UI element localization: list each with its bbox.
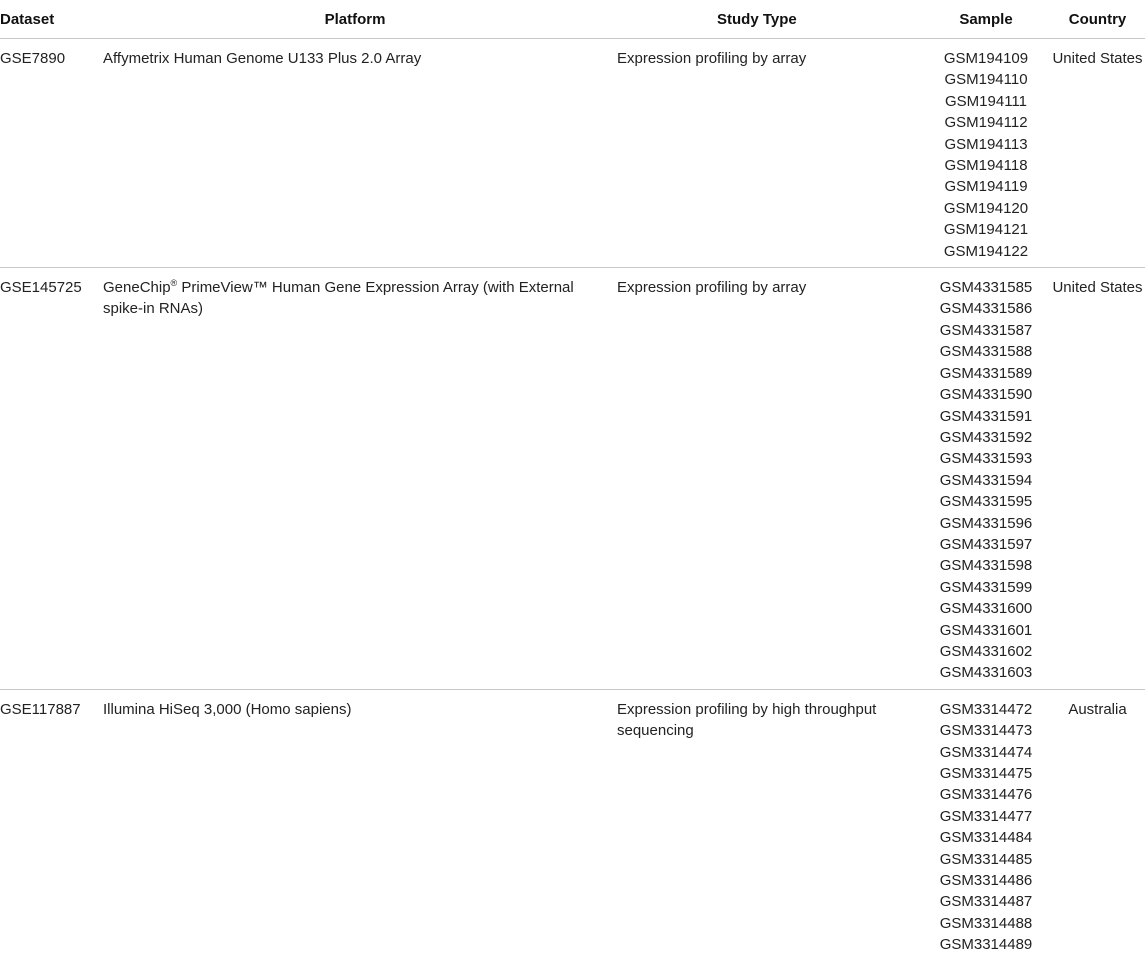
dataset-cell: GSE117887 <box>0 700 81 718</box>
header-dataset: Dataset <box>0 0 100 39</box>
sample-id: GSM3314485 <box>939 850 1033 868</box>
sample-id: GSM3314476 <box>939 786 1033 804</box>
header-row <box>0 0 1145 39</box>
dataset-cell: GSE145725 <box>0 268 100 690</box>
sample-id: GSM3314486 <box>939 872 1033 890</box>
sample-id: GSM4331597 <box>939 535 1033 553</box>
sample-id: GSM4331592 <box>939 428 1033 446</box>
sample-id: GSM194119 <box>944 178 1028 196</box>
sample-id: GSM4331586 <box>939 300 1033 318</box>
sample-id: GSM194120 <box>943 199 1029 217</box>
header-country: Country <box>1044 0 1145 39</box>
header-study-type: Study Type <box>610 0 928 39</box>
table-row <box>0 268 1145 690</box>
sample-id: GSM4331595 <box>939 493 1033 511</box>
sample-id: GSM4331596 <box>939 514 1033 532</box>
sample-id: GSM4331590 <box>939 386 1033 404</box>
country-cell: Australia <box>1068 700 1127 718</box>
sample-id: GSM194113 <box>944 135 1028 153</box>
study-type-cell: Expression profiling by array <box>610 39 928 268</box>
country-cell: United States <box>1044 39 1145 268</box>
sample-id: GSM3314472 <box>939 700 1033 718</box>
study-type-cell: Expression profiling by high throughput sequencing <box>617 700 877 740</box>
table-row <box>0 689 1145 960</box>
sample-id: GSM4331587 <box>939 321 1033 339</box>
sample-id: GSM194121 <box>943 221 1029 239</box>
sample-cell <box>928 268 1044 690</box>
sample-id: GSM4331588 <box>939 343 1033 361</box>
sample-id: GSM4331599 <box>939 578 1033 596</box>
platform-text: Affymetrix Human Genome U133 Plus 2.0 Array <box>103 50 422 67</box>
header-platform: Platform <box>100 0 610 39</box>
sample-id: GSM194109 <box>943 50 1029 67</box>
sample-id: GSM3314487 <box>939 893 1033 911</box>
sample-id: GSM194111 <box>945 92 1027 110</box>
platform-cell <box>100 39 610 268</box>
header-sample: Sample <box>928 0 1044 39</box>
dataset-cell: GSE7890 <box>0 39 100 268</box>
country-cell: United States <box>1044 268 1145 690</box>
sample-id: GSM194122 <box>943 242 1029 260</box>
sample-id: GSM3314484 <box>939 829 1033 847</box>
platform-text: Illumina HiSeq 3,000 (Homo sapiens) <box>103 700 352 718</box>
sample-id: GSM4331585 <box>939 279 1033 297</box>
sample-id: GSM194110 <box>944 71 1028 89</box>
sample-id: GSM194118 <box>944 157 1028 175</box>
sample-id: GSM194112 <box>944 114 1028 132</box>
sample-id: GSM4331603 <box>939 664 1033 682</box>
table-body <box>0 39 1145 961</box>
sample-id: GSM4331600 <box>939 600 1033 618</box>
table-header <box>0 0 1145 39</box>
table-row <box>0 39 1145 268</box>
sample-id: GSM4331601 <box>939 621 1033 639</box>
sample-id: GSM4331591 <box>939 407 1033 425</box>
registered-mark: ® <box>170 278 178 289</box>
platform-cell <box>100 268 610 690</box>
sample-id: GSM3314488 <box>939 914 1033 932</box>
platform-text-rest: PrimeView™ Human Gene Expression Array (with External spike-in RNAs) <box>103 279 574 318</box>
sample-id: GSM3314477 <box>939 807 1033 825</box>
sample-id: GSM3314474 <box>939 743 1033 761</box>
sample-id: GSM3314475 <box>939 765 1033 782</box>
sample-cell <box>928 39 1044 268</box>
sample-id: GSM4331593 <box>939 450 1033 468</box>
sample-id: GSM4331602 <box>939 642 1033 660</box>
sample-id: GSM4331598 <box>939 557 1033 575</box>
sample-cell <box>928 689 1044 960</box>
platform-text: GeneChip <box>103 279 171 297</box>
sample-id: GSM3314489 <box>939 936 1033 954</box>
study-type-cell: Expression profiling by array <box>610 268 928 690</box>
sample-id: GSM3314473 <box>939 722 1033 740</box>
platform-cell <box>100 689 610 960</box>
sample-id: GSM4331594 <box>939 471 1033 489</box>
sample-id: GSM4331589 <box>939 364 1033 382</box>
